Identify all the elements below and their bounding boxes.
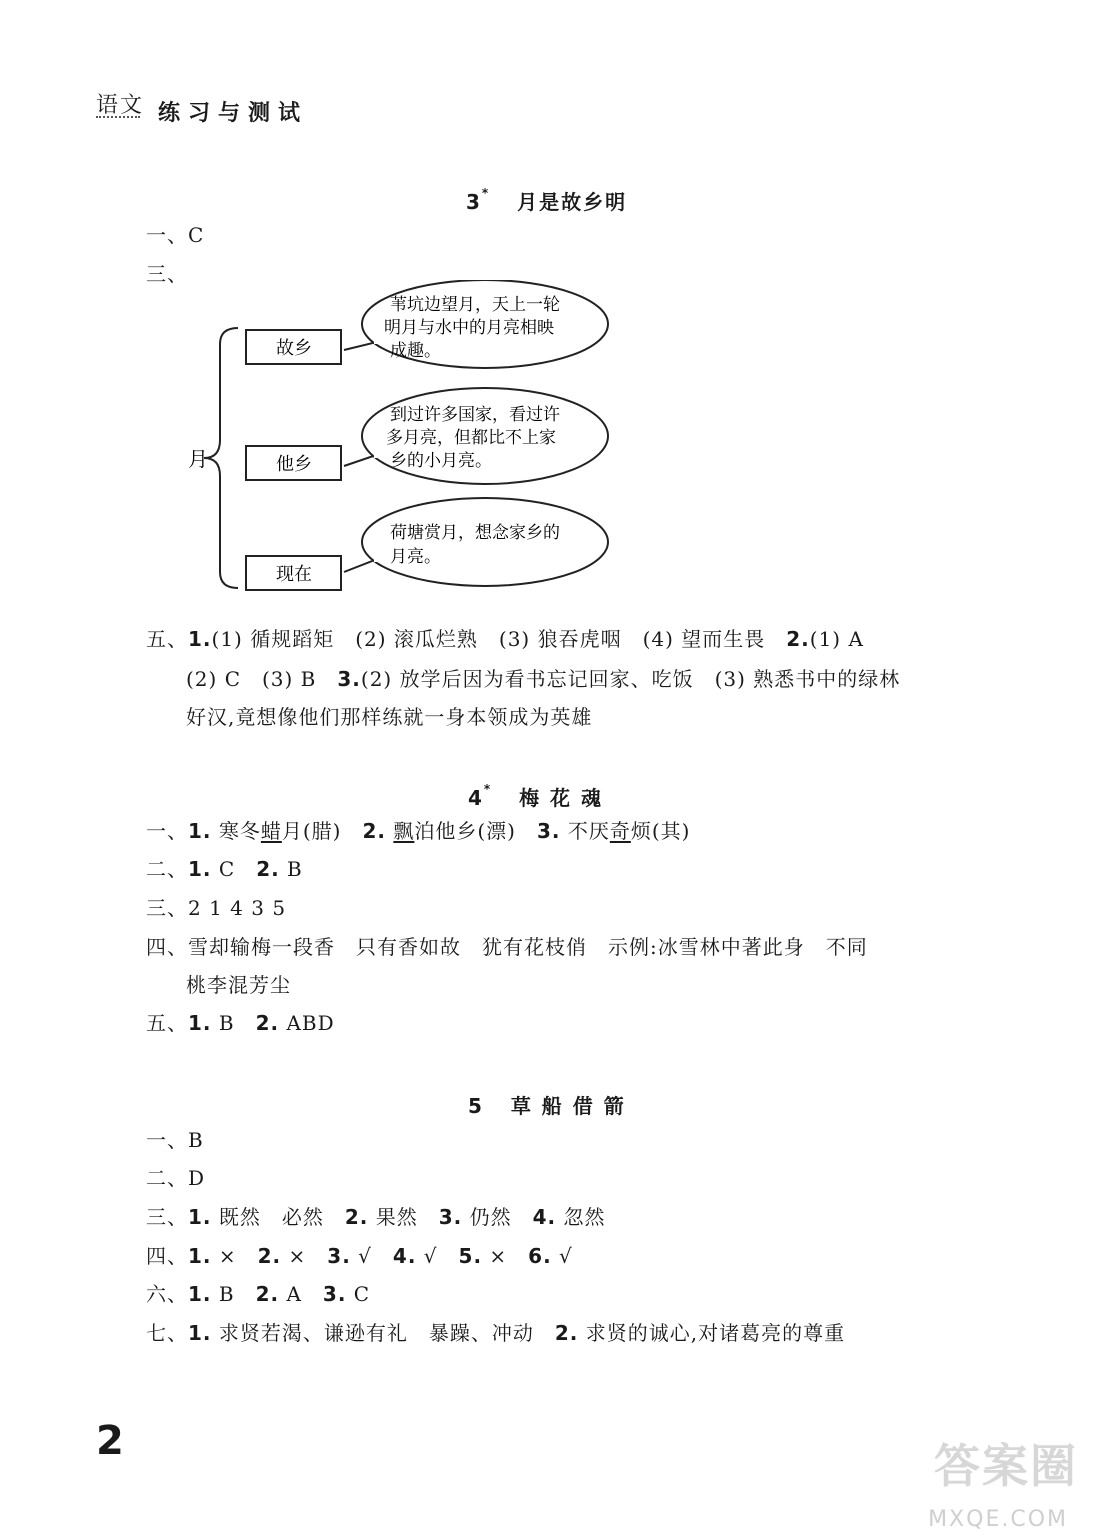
s3-answer-3: 三、: [146, 262, 188, 286]
s5-q4-5-num: 5.: [458, 1244, 483, 1268]
s4-answer-4-line-2: 桃李混芳尘: [186, 973, 291, 997]
s5-q7-2-num: 2.: [554, 1321, 579, 1345]
section-5-name: 草 船 借 箭: [510, 1094, 626, 1118]
s5-q3-4-num: 4.: [532, 1205, 557, 1229]
page-number: 2: [96, 1418, 124, 1464]
s4-q5-2-num: 2.: [255, 1011, 280, 1035]
s4-q1-3-underlined: 奇: [609, 819, 631, 843]
bubble-2-line-1: 到过许多国家，看过许: [390, 405, 560, 425]
bubble-1-line-1: 苇坑边望月，天上一轮: [390, 295, 560, 315]
section-5-title: [468, 1090, 626, 1119]
watermark-url: MXQE.COM: [928, 1507, 1068, 1532]
s5-q4-6-num: 6.: [528, 1244, 552, 1268]
s4-q2-1-text: C: [211, 857, 257, 881]
label-xianzai: 现在: [276, 564, 312, 585]
s3-q5-2-cont: (2) C (3) B: [186, 667, 338, 691]
s5-q6-1-text: B: [211, 1282, 256, 1306]
s5-q4-3-num: 3.: [327, 1244, 351, 1268]
header-subject: 语文: [96, 93, 145, 118]
s4-answer-2: [146, 856, 303, 882]
bubble-3-line-2: 月亮。: [390, 547, 441, 567]
s5-answer-6: [146, 1281, 370, 1307]
section-3-title: 3* 月是故乡明: [466, 186, 628, 214]
bubble-2-line-3: 乡的小月亮。: [390, 451, 492, 471]
bubble-1-line-2: 明月与水中的月亮相映: [384, 318, 554, 338]
s4-q5-1-num: 1.: [188, 1011, 212, 1035]
s3-q5-1-num: 1.: [188, 627, 212, 651]
section-4-name: 梅 花 魂: [519, 786, 604, 810]
s3-q5-2-text: (1) A: [809, 627, 864, 651]
bubble-1-line-3: 成趣。: [390, 341, 441, 361]
s5-q3-3-text: 仍然: [462, 1205, 533, 1229]
s4-q1-2-underlined: 飘: [393, 819, 415, 843]
s4-q1-3-text-b: 烦(其): [630, 819, 691, 843]
s4-answer-1: [146, 818, 690, 844]
s4-q2-2-num: 2.: [256, 857, 280, 881]
s5-q3-2-num: 2.: [344, 1205, 369, 1229]
s4-q1-1-text-b: 月(腊): [281, 819, 363, 843]
s3-answer-5-line-1: [146, 626, 864, 652]
s5-q6-1-num: 1.: [188, 1282, 212, 1306]
s5-q6-label: 六、: [146, 1282, 188, 1306]
s5-q6-3-text: C: [346, 1282, 371, 1306]
brace: [204, 328, 238, 588]
s4-q1-2-num: 2.: [362, 819, 386, 843]
s5-q3-label: 三、: [146, 1205, 188, 1229]
s4-q1-1-underlined: 蜡: [260, 819, 282, 843]
s5-answer-3: [146, 1204, 606, 1230]
s5-q6-2-num: 2.: [255, 1282, 280, 1306]
s5-answer-1: 一、B: [146, 1128, 204, 1152]
s4-q1-1-text-a: 寒冬: [218, 819, 261, 843]
s5-q4-1-num: 1.: [188, 1244, 212, 1268]
section-3-number: 3: [466, 190, 482, 214]
s4-q1-label: 一、: [146, 819, 188, 843]
s3-q5-label: 五、: [146, 627, 188, 651]
s5-q3-3-num: 3.: [438, 1205, 463, 1229]
s5-q6-2-text: A: [279, 1282, 323, 1306]
s4-answer-3: 三、2 1 4 3 5: [146, 896, 287, 920]
bubble-3-line-1: 荷塘赏月，想念家乡的: [390, 523, 560, 543]
s3-q5-3-num: 3.: [337, 667, 361, 691]
section-4-number: 4: [468, 786, 484, 810]
s4-q2-1-num: 1.: [188, 857, 212, 881]
s5-q4-2-num: 2.: [257, 1244, 282, 1268]
header-dotted-rule: [96, 116, 140, 118]
s5-answer-7: [146, 1320, 845, 1346]
s3-answer-5-line-2: [186, 666, 900, 692]
s4-q1-2-text: 泊他乡(漂): [414, 819, 537, 843]
s4-q2-label: 二、: [146, 857, 188, 881]
s4-answer-4-line-1: 四、雪却输梅一段香 只有香如故 犹有花枝俏 示例:冰雪林中著此身 不同: [146, 935, 868, 959]
s5-q4-2-mark: ×: [281, 1244, 328, 1268]
moon-diagram: [180, 280, 620, 600]
label-taxiang: 他乡: [276, 454, 312, 475]
s5-q3-1-num: 1.: [188, 1205, 212, 1229]
section-4-title: 4* 梅 花 魂: [468, 782, 604, 810]
s5-q6-3-num: 3.: [322, 1282, 347, 1306]
label-guxiang: 故乡: [276, 338, 312, 359]
s4-q5-2-text: ABD: [279, 1011, 335, 1035]
s3-q5-3-text: (2) 放学后因为看书忘记回家、吃饭 (3) 熟悉书中的绿林: [360, 667, 901, 691]
s3-answer-1: 一、C: [146, 223, 205, 247]
s5-q4-1-mark: ×: [211, 1244, 258, 1268]
s5-q3-1-text: 既然 必然: [211, 1205, 345, 1229]
s5-q4-3-mark: √: [350, 1244, 393, 1268]
watermark-logo: 答案圈: [934, 1439, 1078, 1493]
s4-q5-label: 五、: [146, 1011, 188, 1035]
bubble-joint-2: [374, 434, 386, 458]
s5-answer-2: 二、D: [146, 1166, 206, 1190]
s5-q3-4-text: 忽然: [556, 1205, 606, 1229]
s4-q2-2-text: B: [279, 857, 303, 881]
s5-q7-2-text: 求贤的诚心,对诸葛亮的尊重: [578, 1321, 846, 1345]
s5-q4-4-num: 4.: [392, 1244, 417, 1268]
s5-q7-1-num: 1.: [188, 1321, 212, 1345]
header-title: 练习与测试: [158, 101, 309, 126]
s4-answer-5: [146, 1010, 335, 1036]
diagram-root: 月: [188, 447, 208, 471]
s5-answer-4: [146, 1243, 573, 1269]
s4-q1-3-text-a: 不厌: [567, 819, 610, 843]
s4-q5-1-text: B: [211, 1011, 256, 1035]
s5-q4-5-mark: ×: [482, 1244, 529, 1268]
section-3-name: 月是故乡明: [517, 190, 628, 214]
s5-q7-1-text: 求贤若渴、谦逊有礼 暴躁、冲动: [211, 1321, 555, 1345]
bubble-joint-3: [374, 540, 386, 562]
s5-q4-6-mark: √: [551, 1244, 573, 1268]
s4-q1-3-num: 3.: [536, 819, 561, 843]
s3-answer-5-line-3: 好汉,竟想像他们那样练就一身本领成为英雄: [186, 705, 593, 729]
section-5-number: 5: [468, 1094, 484, 1118]
s5-q4-4-mark: √: [416, 1244, 459, 1268]
s5-q3-2-text: 果然: [368, 1205, 439, 1229]
s3-q5-1-text: (1) 循规蹈矩 (2) 滚瓜烂熟 (3) 狼吞虎咽 (4) 望而生畏: [211, 627, 787, 651]
s5-q4-label: 四、: [146, 1244, 188, 1268]
bubble-2-line-2: 多月亮，但都比不上家: [386, 428, 556, 448]
s4-q1-1-num: 1.: [188, 819, 212, 843]
s5-q7-label: 七、: [146, 1321, 188, 1345]
s3-q5-2-num: 2.: [786, 627, 810, 651]
